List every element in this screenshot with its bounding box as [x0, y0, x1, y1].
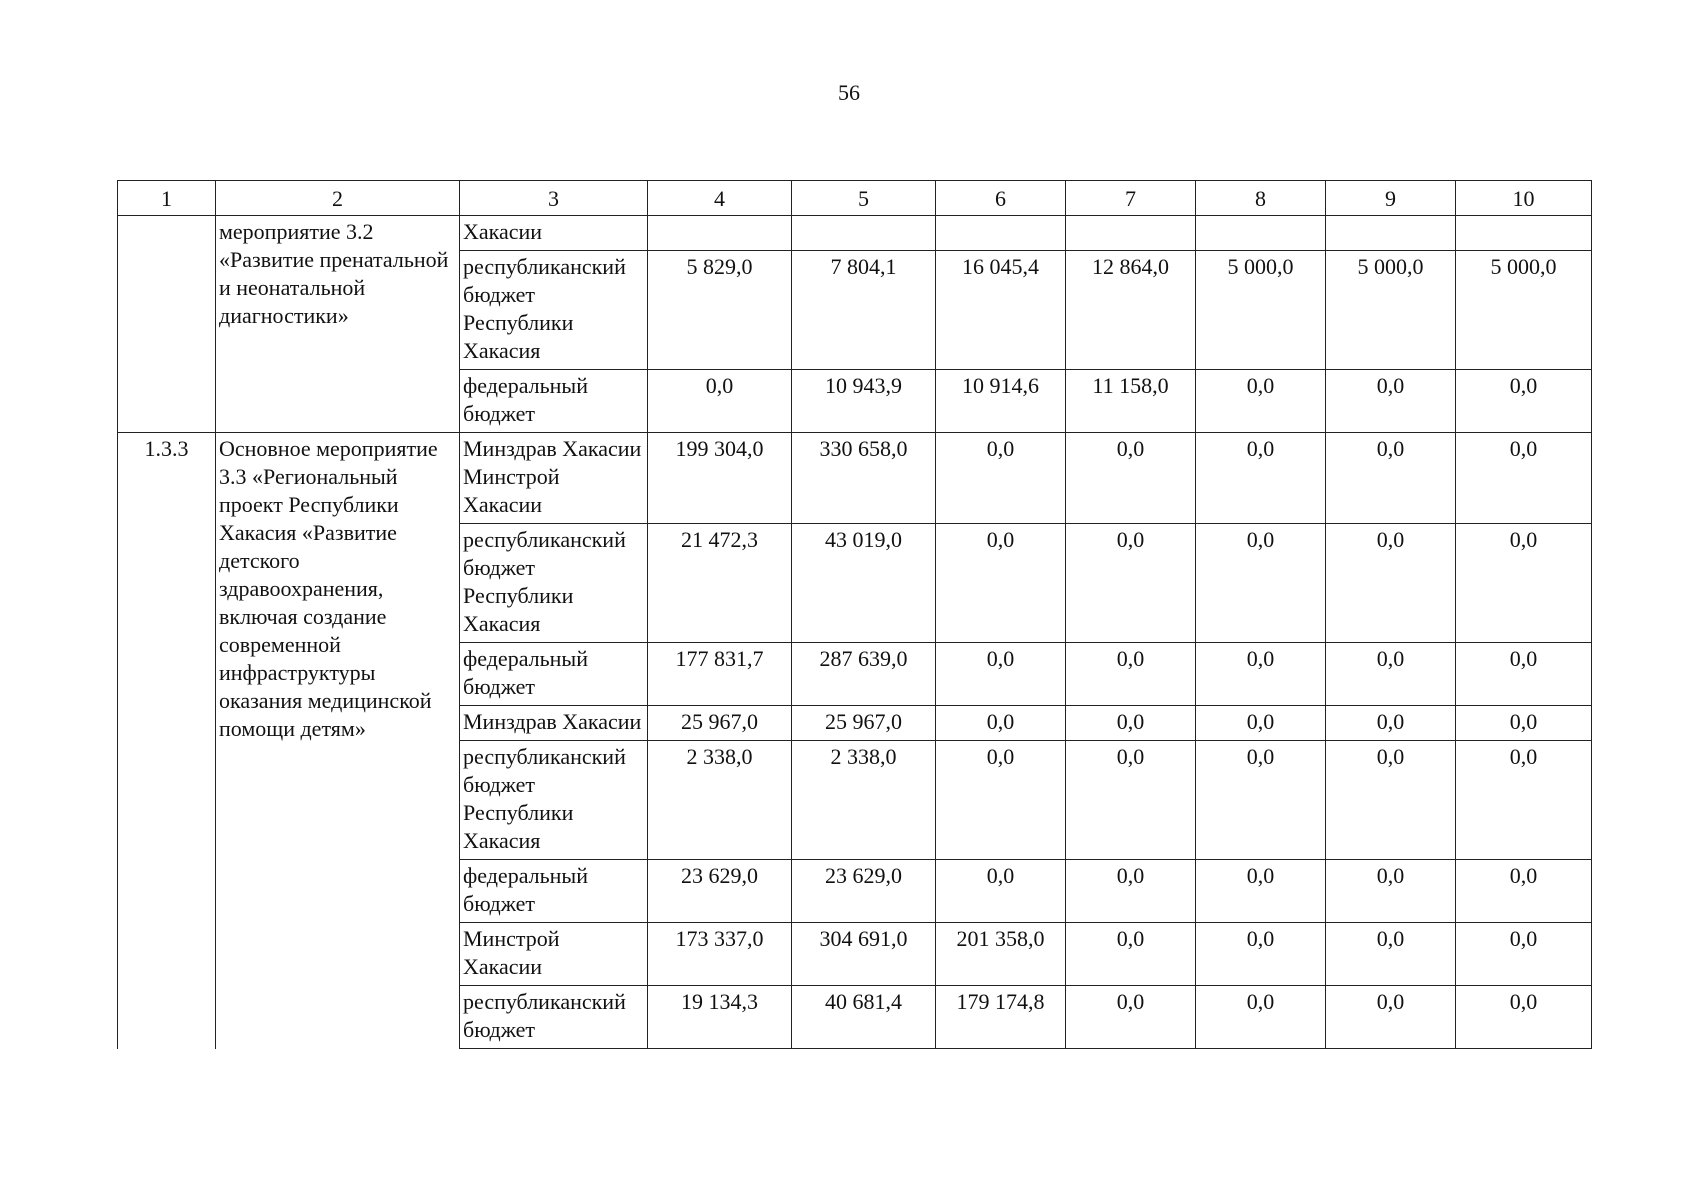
- header-cell: 7: [1066, 181, 1196, 216]
- value-cell: 0,0: [936, 643, 1066, 706]
- budget-table: [117, 180, 1592, 1049]
- value-cell: 177 831,7: [648, 643, 792, 706]
- funding-source: республиканский бюджет: [460, 986, 648, 1049]
- value-cell: 0,0: [1066, 741, 1196, 860]
- value-cell: 0,0: [1066, 643, 1196, 706]
- value-cell: 0,0: [1066, 524, 1196, 643]
- value-cell: 0,0: [1196, 643, 1326, 706]
- value-cell: 0,0: [1326, 524, 1456, 643]
- value-cell: 0,0: [1196, 860, 1326, 923]
- value-cell: 0,0: [936, 741, 1066, 860]
- value-cell: 0,0: [1456, 433, 1592, 524]
- value-cell: 43 019,0: [792, 524, 936, 643]
- value-cell: 23 629,0: [792, 860, 936, 923]
- value-cell: 25 967,0: [648, 706, 792, 741]
- value-cell: 199 304,0: [648, 433, 792, 524]
- value-cell: [1196, 216, 1326, 251]
- value-cell: 0,0: [1456, 986, 1592, 1049]
- value-cell: 0,0: [1066, 860, 1196, 923]
- value-cell: 0,0: [1196, 706, 1326, 741]
- value-cell: 0,0: [936, 524, 1066, 643]
- value-cell: 5 000,0: [1326, 251, 1456, 370]
- value-cell: 0,0: [1326, 370, 1456, 433]
- value-cell: 7 804,1: [792, 251, 936, 370]
- value-cell: 2 338,0: [792, 741, 936, 860]
- value-cell: 0,0: [1326, 986, 1456, 1049]
- table-row: [118, 216, 1592, 251]
- funding-source: федеральный бюджет: [460, 860, 648, 923]
- funding-source: Минздрав Хакасии: [460, 706, 648, 741]
- header-row: [118, 181, 1592, 216]
- value-cell: 287 639,0: [792, 643, 936, 706]
- header-cell: 3: [460, 181, 648, 216]
- header-cell: 1: [118, 181, 216, 216]
- header-cell: 9: [1326, 181, 1456, 216]
- value-cell: 0,0: [936, 433, 1066, 524]
- value-cell: 23 629,0: [648, 860, 792, 923]
- header-cell: 5: [792, 181, 936, 216]
- value-cell: 0,0: [1456, 643, 1592, 706]
- funding-source: федеральный бюджет: [460, 370, 648, 433]
- value-cell: 0,0: [1066, 986, 1196, 1049]
- funding-source: Минстрой Хакасии: [460, 923, 648, 986]
- value-cell: 0,0: [1066, 433, 1196, 524]
- value-cell: 0,0: [1326, 923, 1456, 986]
- page-number: 56: [838, 80, 860, 105]
- value-cell: [936, 216, 1066, 251]
- funding-source: республиканский бюджет Республики Хакасия: [460, 524, 648, 643]
- value-cell: 0,0: [1326, 643, 1456, 706]
- value-cell: [1066, 216, 1196, 251]
- header-cell: 6: [936, 181, 1066, 216]
- value-cell: 330 658,0: [792, 433, 936, 524]
- value-cell: 0,0: [1326, 706, 1456, 741]
- value-cell: 0,0: [936, 706, 1066, 741]
- funding-source: республиканский бюджет Республики Хакасия: [460, 251, 648, 370]
- funding-source: Минздрав Хакасии Минстрой Хакасии: [460, 433, 648, 524]
- value-cell: 304 691,0: [792, 923, 936, 986]
- value-cell: 0,0: [1326, 741, 1456, 860]
- funding-source: Хакасии: [460, 216, 648, 251]
- funding-source: федеральный бюджет: [460, 643, 648, 706]
- funding-source: республиканский бюджет Республики Хакасия: [460, 741, 648, 860]
- value-cell: 0,0: [1456, 524, 1592, 643]
- value-cell: 0,0: [648, 370, 792, 433]
- header-cell: 4: [648, 181, 792, 216]
- header-cell: 8: [1196, 181, 1326, 216]
- value-cell: 10 914,6: [936, 370, 1066, 433]
- value-cell: 21 472,3: [648, 524, 792, 643]
- item-name: Основное мероприятие 3.3 «Региональный проект Республики Хакасия «Развитие детского здравоохранения, включая создание современной инфраструктуры оказания медицинской помощи детям»: [216, 433, 460, 1049]
- value-cell: 0,0: [1196, 524, 1326, 643]
- value-cell: 10 943,9: [792, 370, 936, 433]
- value-cell: 0,0: [1196, 741, 1326, 860]
- value-cell: 173 337,0: [648, 923, 792, 986]
- value-cell: 0,0: [1326, 860, 1456, 923]
- value-cell: 25 967,0: [792, 706, 936, 741]
- value-cell: [1326, 216, 1456, 251]
- value-cell: 0,0: [1456, 923, 1592, 986]
- value-cell: 0,0: [1196, 923, 1326, 986]
- item-code: 1.3.3: [118, 433, 216, 1049]
- value-cell: 0,0: [1066, 706, 1196, 741]
- value-cell: 201 358,0: [936, 923, 1066, 986]
- value-cell: [1456, 216, 1592, 251]
- item-code: [118, 216, 216, 433]
- item-name: мероприятие 3.2 «Развитие пренатальной и неонатальной диагностики»: [216, 216, 460, 433]
- value-cell: 11 158,0: [1066, 370, 1196, 433]
- value-cell: 5 000,0: [1196, 251, 1326, 370]
- header-cell: 2: [216, 181, 460, 216]
- value-cell: 0,0: [1326, 433, 1456, 524]
- table-row: [118, 433, 1592, 524]
- value-cell: 0,0: [1456, 860, 1592, 923]
- value-cell: 0,0: [1196, 433, 1326, 524]
- value-cell: 19 134,3: [648, 986, 792, 1049]
- value-cell: 12 864,0: [1066, 251, 1196, 370]
- value-cell: 0,0: [1456, 706, 1592, 741]
- value-cell: 2 338,0: [648, 741, 792, 860]
- value-cell: 0,0: [1196, 370, 1326, 433]
- value-cell: 0,0: [1196, 986, 1326, 1049]
- header-cell: 10: [1456, 181, 1592, 216]
- value-cell: [792, 216, 936, 251]
- value-cell: 5 000,0: [1456, 251, 1592, 370]
- value-cell: 0,0: [1066, 923, 1196, 986]
- value-cell: 0,0: [936, 860, 1066, 923]
- value-cell: 0,0: [1456, 370, 1592, 433]
- value-cell: 5 829,0: [648, 251, 792, 370]
- value-cell: 16 045,4: [936, 251, 1066, 370]
- value-cell: 40 681,4: [792, 986, 936, 1049]
- value-cell: 179 174,8: [936, 986, 1066, 1049]
- value-cell: [648, 216, 792, 251]
- value-cell: 0,0: [1456, 741, 1592, 860]
